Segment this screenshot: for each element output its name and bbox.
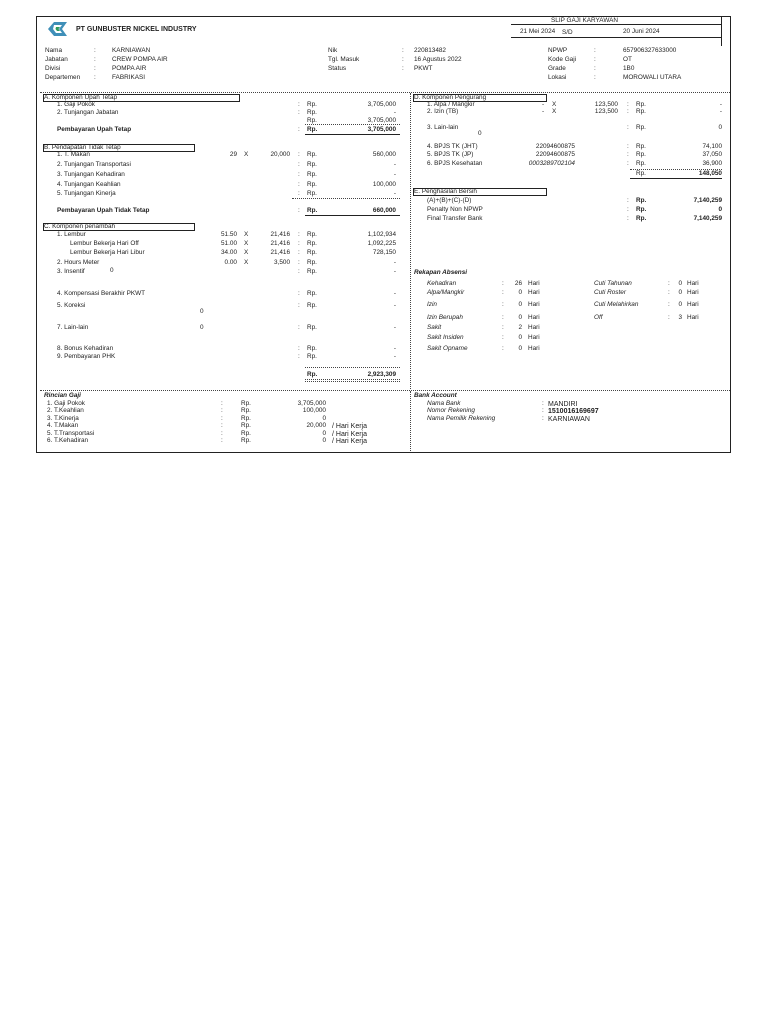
absensi-unit: Hari — [687, 301, 699, 308]
c-item-label: 9. Pembayaran PHK — [57, 353, 116, 360]
c-item-value: - — [393, 345, 396, 352]
d-bpjs-label: 4. BPJS TK (JHT) — [427, 143, 478, 150]
period-separator: S/D — [562, 29, 573, 36]
c-item-value: 728,150 — [372, 249, 396, 256]
rincian-cur: Rp. — [241, 422, 251, 429]
bank-title: Bank Account — [414, 392, 457, 399]
d-bpjs-cur: Rp. — [636, 143, 646, 150]
c-item-value: - — [393, 324, 396, 331]
colon: : — [298, 302, 300, 309]
absensi-value: 3 — [678, 314, 682, 321]
rincian-suffix: / Hari Kerja — [332, 438, 368, 445]
rincian-label: 3. T.Kinerja — [47, 415, 79, 422]
bank-value: MANDIRI — [548, 401, 578, 408]
c-item-rate: 21,416 — [270, 231, 290, 238]
c-item-note: 0 — [200, 324, 204, 331]
b-item-qty: 29 — [229, 151, 237, 158]
d-item-value: - — [719, 108, 722, 115]
employee-value: MOROWALI UTARA — [623, 74, 682, 81]
colon: : — [502, 301, 504, 308]
rincian-value: 0 — [322, 430, 326, 437]
colon: : — [402, 56, 404, 63]
rincian-value: 100,000 — [302, 407, 326, 414]
employee-value: PKWT — [414, 65, 433, 72]
colon: : — [668, 280, 670, 287]
absensi-title: Rekapan Absensi — [414, 269, 468, 276]
colon: : — [594, 56, 596, 63]
colon: : — [221, 422, 223, 429]
c-item-cur: Rp. — [307, 259, 317, 266]
d-item-x: X — [552, 108, 557, 115]
employee-label: Grade — [548, 65, 566, 72]
section-a-title: A. Komponen Upah Tetap — [44, 94, 118, 101]
e-row-label: Penalty Non NPWP — [427, 206, 483, 213]
c-item-value: - — [393, 268, 396, 275]
absensi-label: Cuti Roster — [594, 289, 626, 296]
b-item-value: - — [393, 190, 396, 197]
absensi-label: Cuti Tahunan — [594, 280, 632, 287]
colon: : — [627, 160, 629, 167]
colon: : — [402, 65, 404, 72]
c-item-value: - — [393, 302, 396, 309]
c-item-cur: Rp. — [307, 324, 317, 331]
a-total-cur: Rp. — [307, 126, 318, 133]
colon: : — [298, 231, 300, 238]
c-item-qty: 51.50 — [221, 231, 237, 238]
d-item-note: 0 — [478, 130, 482, 137]
colon: : — [627, 108, 629, 115]
d-item-rate: 123,500 — [594, 101, 618, 108]
period-end: 20 Juni 2024 — [623, 28, 660, 35]
c-item-label: 8. Bonus Kehadiran — [57, 345, 114, 352]
c-item-cur: Rp. — [307, 345, 317, 352]
absensi-unit: Hari — [687, 314, 699, 321]
c-item-note: 0 — [110, 267, 114, 274]
colon: : — [594, 65, 596, 72]
absensi-label: Izin Berupah — [427, 314, 463, 321]
bank-value: KARNIAWAN — [548, 416, 590, 423]
c-item-qty: 0.00 — [224, 259, 237, 266]
rincian-label: 5. T.Transportasi — [47, 430, 95, 437]
c-item-label: Lembur Bekerja Hari Libur — [70, 249, 145, 256]
a-item-value: - — [393, 109, 396, 116]
colon: : — [298, 353, 300, 360]
b-item-value: - — [393, 161, 396, 168]
rincian-label: 6. T.Kehadiran — [47, 437, 89, 444]
c-item-value: - — [393, 259, 396, 266]
absensi-value: 0 — [518, 334, 522, 341]
absensi-unit: Hari — [687, 280, 699, 287]
colon: : — [594, 74, 596, 81]
colon: : — [298, 324, 300, 331]
absensi-unit: Hari — [528, 280, 540, 287]
c-item-qty: 34.00 — [221, 249, 237, 256]
colon: : — [627, 215, 629, 222]
d-total-value: 148,050 — [698, 170, 722, 177]
b-item-label: 4. Tunjangan Keahlian — [57, 181, 121, 188]
c-item-cur: Rp. — [307, 240, 317, 247]
c-item-label: 4. Kompensasi Berakhir PKWT — [57, 290, 146, 297]
e-row-value: 7,140,259 — [693, 215, 722, 222]
a-item-value: 3,705,000 — [367, 101, 396, 108]
b-item-value: - — [393, 171, 396, 178]
colon: : — [298, 249, 300, 256]
d-item-x: X — [552, 101, 557, 108]
absensi-unit: Hari — [528, 334, 540, 341]
absensi-value: 26 — [514, 280, 522, 287]
colon: : — [298, 190, 300, 197]
c-item-cur: Rp. — [307, 268, 317, 275]
c-item-value: 1,092,225 — [367, 240, 396, 247]
colon: : — [542, 400, 544, 407]
bank-value: 1510016169697 — [548, 408, 599, 415]
colon: : — [298, 171, 300, 178]
colon: : — [94, 65, 96, 72]
absensi-label: Izin — [427, 301, 437, 308]
rincian-suffix: / Hari Kerja — [332, 423, 368, 430]
c-item-x: X — [244, 240, 249, 247]
b-item-cur: Rp. — [307, 151, 317, 158]
d-item-qty: - — [542, 101, 545, 108]
b-item-cur: Rp. — [307, 161, 317, 168]
e-row-cur: Rp. — [636, 215, 647, 222]
rincian-suffix: / Hari Kerja — [332, 431, 368, 438]
d-bpjs-label: 5. BPJS TK (JP) — [427, 151, 474, 158]
e-row-cur: Rp. — [636, 197, 647, 204]
employee-value: 220813482 — [414, 47, 446, 54]
colon: : — [594, 47, 596, 54]
d-item-cur: Rp. — [636, 108, 646, 115]
rincian-title: Rincian Gaji — [44, 392, 81, 399]
colon: : — [298, 181, 300, 188]
absensi-unit: Hari — [687, 289, 699, 296]
employee-label: Tgl. Masuk — [328, 56, 360, 63]
bank-label: Nama Pemilik Rekening — [427, 415, 496, 422]
company-logo-icon — [45, 21, 71, 37]
a-total-value: 3,705,000 — [367, 126, 396, 133]
a-subtotal-value: 3,705,000 — [367, 117, 396, 124]
e-row-cur: Rp. — [636, 206, 647, 213]
d-total-cur: Rp. — [636, 170, 646, 177]
colon: : — [221, 437, 223, 444]
d-bpjs-number: 22094600875 — [535, 151, 575, 158]
d-item-label: 3. Lain-lain — [427, 124, 459, 131]
b-total-value: 660,000 — [372, 207, 396, 214]
colon: : — [668, 314, 670, 321]
a-subtotal-cur: Rp. — [307, 117, 317, 124]
colon: : — [542, 415, 544, 422]
employee-label: Lokasi — [548, 74, 567, 81]
employee-label: Nik — [328, 47, 338, 54]
c-item-cur: Rp. — [307, 249, 317, 256]
colon: : — [502, 345, 504, 352]
b-total-cur: Rp. — [307, 207, 318, 214]
absensi-value: 2 — [518, 324, 522, 331]
colon: : — [94, 47, 96, 54]
c-item-label: 1. Lembur — [57, 231, 86, 238]
employee-value: CREW POMPA AIR — [112, 56, 168, 63]
b-item-rate: 20,000 — [270, 151, 290, 158]
colon: : — [502, 280, 504, 287]
c-item-cur: Rp. — [307, 231, 317, 238]
colon: : — [627, 101, 629, 108]
colon: : — [221, 415, 223, 422]
employee-label: NPWP — [548, 47, 568, 54]
colon: : — [298, 240, 300, 247]
bank-label: Nama Bank — [427, 400, 461, 407]
colon: : — [221, 407, 223, 414]
d-item-qty: - — [542, 108, 545, 115]
slip-title: SLIP GAJI KARYAWAN — [551, 17, 619, 24]
c-item-rate: 21,416 — [270, 249, 290, 256]
e-row-label: (A)+(B)+(C)-(D) — [427, 197, 472, 204]
absensi-value: 0 — [518, 289, 522, 296]
absensi-label: Cuti Melahirkan — [594, 301, 639, 308]
rincian-cur: Rp. — [241, 415, 251, 422]
c-item-note: 0 — [200, 308, 204, 315]
absensi-value: 0 — [518, 314, 522, 321]
d-item-cur: Rp. — [636, 101, 646, 108]
d-item-rate: 123,500 — [594, 108, 618, 115]
c-item-label: 5. Koreksi — [57, 302, 86, 309]
d-item-value: - — [719, 101, 722, 108]
c-item-value: - — [393, 353, 396, 360]
absensi-value: 0 — [518, 345, 522, 352]
colon: : — [94, 74, 96, 81]
colon: : — [627, 151, 629, 158]
rincian-cur: Rp. — [241, 407, 251, 414]
absensi-label: Alpa/Mangkir — [427, 289, 465, 296]
section-d-title: D. Komponen Pengurang — [414, 94, 487, 101]
colon: : — [627, 143, 629, 150]
d-bpjs-cur: Rp. — [636, 160, 646, 167]
c-item-qty: 51.00 — [221, 240, 237, 247]
c-item-cur: Rp. — [307, 302, 317, 309]
period-start: 21 Mei 2024 — [520, 28, 556, 35]
d-item-label: 2. Izin (TB) — [427, 108, 459, 115]
rincian-value: 3,705,000 — [297, 400, 326, 407]
employee-value: OT — [623, 56, 632, 63]
b-item-cur: Rp. — [307, 171, 317, 178]
colon: : — [668, 289, 670, 296]
e-row-label: Final Transfer Bank — [427, 215, 483, 222]
a-total-label: Pembayaran Upah Tetap — [57, 126, 132, 133]
colon: : — [502, 334, 504, 341]
b-item-label: 2. Tunjangan Transportasi — [57, 161, 131, 168]
d-item-value: 0 — [718, 124, 722, 131]
employee-label: Status — [328, 65, 347, 72]
a-item-cur: Rp. — [307, 101, 317, 108]
absensi-value: 0 — [518, 301, 522, 308]
c-total-value: 2,923,309 — [367, 371, 396, 378]
colon: : — [627, 124, 629, 131]
c-item-rate: 3,500 — [274, 259, 290, 266]
employee-value: 657906327633000 — [623, 47, 677, 54]
e-row-value: 0 — [718, 206, 722, 213]
d-item-label: 1. Alpa / Mangkir — [427, 101, 475, 108]
c-item-label: 7. Lain-lain — [57, 324, 89, 331]
c-item-value: - — [393, 290, 396, 297]
absensi-label: Sakit — [427, 324, 442, 331]
absensi-value: 0 — [678, 280, 682, 287]
c-item-x: X — [244, 249, 249, 256]
employee-label: Divisi — [45, 65, 61, 72]
b-item-label: 3. Tunjangan Kehadiran — [57, 171, 125, 178]
colon: : — [502, 289, 504, 296]
rincian-cur: Rp. — [241, 430, 251, 437]
colon: : — [298, 161, 300, 168]
absensi-label: Off — [594, 314, 603, 321]
section-e-title: E. Penghasilan Bersih — [414, 188, 477, 195]
absensi-unit: Hari — [528, 289, 540, 296]
employee-value: KARNIAWAN — [112, 47, 151, 54]
colon: : — [298, 259, 300, 266]
b-total-label: Pembayaran Upah Tidak Tetap — [57, 207, 150, 214]
employee-label: Kode Gaji — [548, 56, 577, 63]
colon: : — [668, 301, 670, 308]
d-bpjs-number: 0003289702104 — [528, 160, 575, 167]
c-item-cur: Rp. — [307, 290, 317, 297]
a-item-label: 1. Gaji Pokok — [57, 101, 96, 108]
d-bpjs-value: 37,050 — [702, 151, 722, 158]
rincian-value: 0 — [322, 437, 326, 444]
colon: : — [298, 151, 300, 158]
colon: : — [627, 206, 629, 213]
d-bpjs-label: 6. BPJS Kesehatan — [427, 160, 483, 167]
absensi-value: 0 — [678, 289, 682, 296]
colon: : — [627, 197, 629, 204]
colon: : — [502, 314, 504, 321]
colon: : — [502, 324, 504, 331]
employee-label: Nama — [45, 47, 63, 54]
colon: : — [402, 47, 404, 54]
a-item-cur: Rp. — [307, 109, 317, 116]
absensi-label: Kehadiran — [427, 280, 457, 287]
absensi-unit: Hari — [528, 345, 540, 352]
rincian-label: 1. Gaji Pokok — [47, 400, 86, 407]
b-item-value: 560,000 — [372, 151, 396, 158]
employee-label: Jabatan — [45, 56, 68, 63]
colon: : — [221, 400, 223, 407]
c-item-rate: 21,416 — [270, 240, 290, 247]
colon: : — [298, 268, 300, 275]
rincian-value: 20,000 — [306, 422, 326, 429]
c-item-x: X — [244, 259, 249, 266]
c-item-cur: Rp. — [307, 353, 317, 360]
employee-label: Departemen — [45, 74, 81, 81]
absensi-label: Sakit Opname — [427, 345, 468, 352]
absensi-unit: Hari — [528, 301, 540, 308]
d-bpjs-number: 22094600875 — [535, 143, 575, 150]
c-total-cur: Rp. — [307, 371, 318, 378]
employee-value: 16 Agustus 2022 — [414, 56, 462, 63]
section-b-title: B. Pendapatan Tidak Tetap — [44, 144, 121, 151]
company-name: PT GUNBUSTER NICKEL INDUSTRY — [76, 26, 197, 33]
d-bpjs-cur: Rp. — [636, 151, 646, 158]
b-item-label: 1. T. Makan — [57, 151, 90, 158]
employee-value: POMPA AIR — [112, 65, 147, 72]
employee-value: FABRIKASI — [112, 74, 146, 81]
bank-label: Nomor Rekening — [427, 407, 475, 414]
b-item-cur: Rp. — [307, 190, 317, 197]
d-bpjs-value: 74,100 — [702, 143, 722, 150]
e-row-value: 7,140,259 — [693, 197, 722, 204]
d-bpjs-value: 36,900 — [702, 160, 722, 167]
b-item-cur: Rp. — [307, 181, 317, 188]
c-item-label: 3. Insentif — [57, 268, 85, 275]
rincian-label: 2. T.Keahlian — [47, 407, 84, 414]
a-item-label: 2. Tunjangan Jabatan — [57, 109, 119, 116]
colon: : — [298, 290, 300, 297]
colon: : — [94, 56, 96, 63]
colon: : — [221, 430, 223, 437]
b-item-value: 100,000 — [372, 181, 396, 188]
c-item-label: 2. Hours Meter — [57, 259, 100, 266]
section-c-title: C. Komponen penambah — [44, 223, 116, 230]
rincian-value: 0 — [322, 415, 326, 422]
c-item-value: 1,102,934 — [367, 231, 396, 238]
employee-value: 1B0 — [623, 65, 635, 72]
rincian-cur: Rp. — [241, 400, 251, 407]
c-item-x: X — [244, 231, 249, 238]
rincian-label: 4. T.Makan — [47, 422, 79, 429]
rincian-cur: Rp. — [241, 437, 251, 444]
b-item-label: 5. Tunjangan Kinerja — [57, 190, 116, 197]
b-item-x: X — [244, 151, 249, 158]
colon: : — [298, 345, 300, 352]
c-item-label: Lembur Bekerja Hari Off — [70, 240, 139, 247]
absensi-value: 0 — [678, 301, 682, 308]
absensi-label: Sakit Insiden — [427, 334, 464, 341]
d-item-cur: Rp. — [636, 124, 646, 131]
colon: : — [542, 407, 544, 414]
absensi-unit: Hari — [528, 324, 540, 331]
absensi-unit: Hari — [528, 314, 540, 321]
